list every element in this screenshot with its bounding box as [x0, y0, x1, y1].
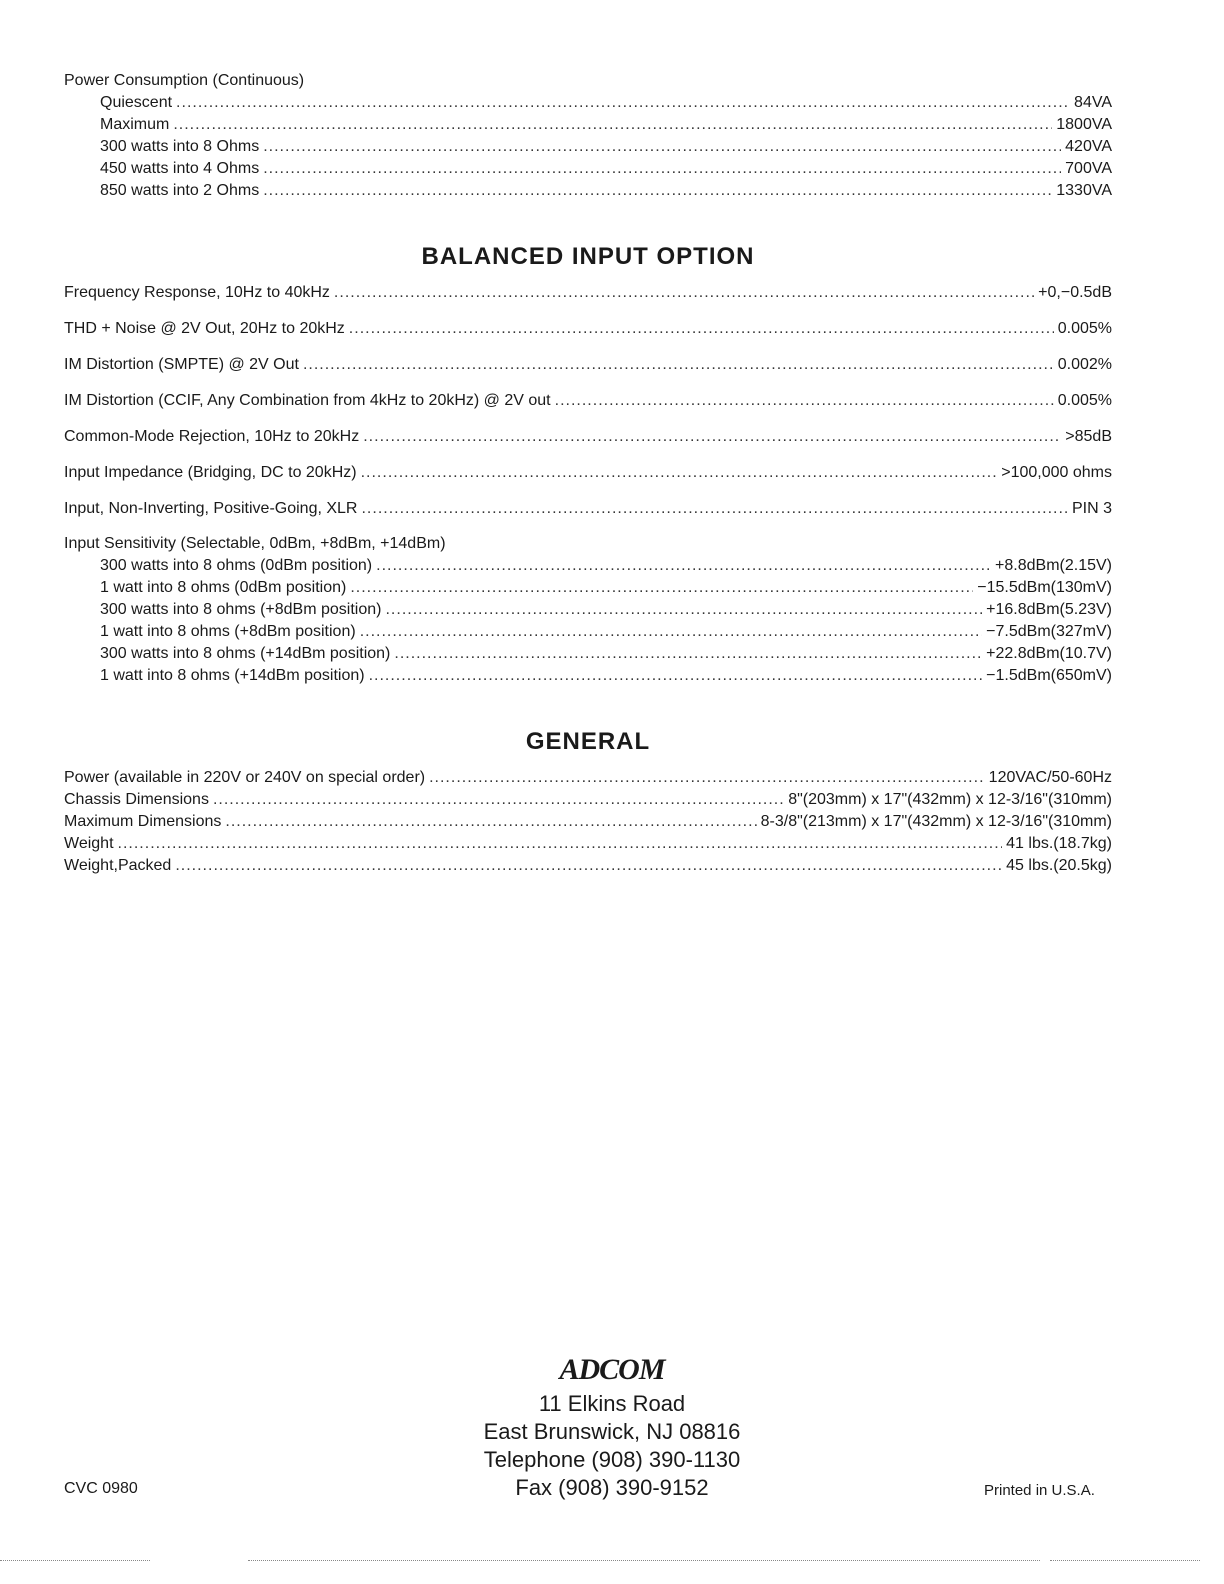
adcom-logo: ADCOM [559, 1353, 665, 1386]
spec-label: IM Distortion (CCIF, Any Combination from 4kHz to 20kHz) @ 2V out [64, 392, 551, 409]
address-line-1: 11 Elkins Road [538, 1391, 686, 1416]
general-title: GENERAL [525, 728, 651, 755]
spec-row [64, 811, 1112, 833]
company-footer [0, 1350, 1224, 1502]
spec-row [64, 426, 1112, 448]
spec-value: PIN 3 [1071, 500, 1112, 517]
leader-dots [369, 665, 983, 687]
spec-value: 45 lbs.(20.5kg) [1006, 857, 1112, 874]
leader-dots [385, 599, 982, 621]
spec-row [64, 498, 1112, 520]
leader-dots [429, 767, 985, 789]
leader-dots [394, 643, 982, 665]
spec-value: >100,000 ohms [1001, 464, 1112, 481]
spec-label: 1 watt into 8 ohms (+14dBm position) [100, 667, 365, 684]
spec-value: +22.8dBm(10.7V) [986, 645, 1112, 662]
scan-artifact-line [0, 1560, 150, 1561]
leader-dots [173, 114, 1052, 136]
spec-row [64, 555, 1112, 577]
spec-label: Input Impedance (Bridging, DC to 20kHz) [64, 464, 357, 481]
spec-row [64, 767, 1112, 789]
leader-dots [334, 282, 1034, 304]
spec-label: 450 watts into 4 Ohms [100, 160, 260, 177]
spec-row [64, 665, 1112, 687]
scan-artifact-line [1050, 1560, 1200, 1561]
spec-row [64, 577, 1112, 599]
spec-value: −1.5dBm(650mV) [986, 667, 1112, 684]
spec-label: 850 watts into 2 Ohms [100, 182, 260, 199]
spec-row [64, 789, 1112, 811]
leader-dots [350, 577, 973, 599]
spec-label: 300 watts into 8 ohms (+8dBm position) [100, 601, 382, 618]
spec-value: 41 lbs.(18.7kg) [1006, 835, 1112, 852]
spec-value: 0.005% [1057, 392, 1112, 409]
spec-value: 84VA [1074, 94, 1112, 111]
document-code: CVC 0980 [64, 1480, 138, 1497]
leader-dots [213, 789, 784, 811]
spec-label: 300 watts into 8 Ohms [100, 138, 260, 155]
spec-label: Chassis Dimensions [64, 791, 209, 808]
spec-row [64, 354, 1112, 376]
spec-label: Quiescent [100, 94, 173, 111]
spec-label: Weight,Packed [64, 857, 172, 874]
spec-value: 1800VA [1056, 116, 1112, 133]
spec-label: Maximum [100, 116, 170, 133]
spec-row [64, 390, 1112, 412]
spec-label: 1 watt into 8 ohms (0dBm position) [100, 579, 347, 596]
spec-value: 420VA [1065, 138, 1112, 155]
spec-value: 0.005% [1057, 320, 1112, 337]
spec-value: 1330VA [1056, 182, 1112, 199]
spec-row [64, 180, 1112, 202]
spec-row [64, 599, 1112, 621]
leader-dots [263, 136, 1061, 158]
spec-sheet [64, 70, 1112, 877]
spec-label: 1 watt into 8 ohms (+8dBm position) [100, 623, 356, 640]
leader-dots [176, 92, 1070, 114]
spec-label: Input, Non-Inverting, Positive-Going, XLR [64, 500, 358, 517]
spec-value: 120VAC/50-60Hz [988, 769, 1112, 786]
spec-row [64, 621, 1112, 643]
spec-label: Power (available in 220V or 240V on special order) [64, 769, 426, 786]
leader-dots [555, 390, 1054, 412]
leader-dots [363, 426, 1061, 448]
spec-row [64, 114, 1112, 136]
spec-row [64, 318, 1112, 340]
spec-value: 700VA [1065, 160, 1112, 177]
spec-value: −7.5dBm(327mV) [986, 623, 1112, 640]
spec-label: Common-Mode Rejection, 10Hz to 20kHz [64, 428, 360, 445]
leader-dots [361, 462, 998, 484]
leader-dots [349, 318, 1054, 340]
spec-row [64, 158, 1112, 180]
spec-row [64, 643, 1112, 665]
address-line-2: East Brunswick, NJ 08816 [483, 1419, 741, 1444]
leader-dots [118, 833, 1003, 855]
spec-label: Frequency Response, 10Hz to 40kHz [64, 284, 330, 301]
leader-dots [376, 555, 991, 577]
spec-row [64, 833, 1112, 855]
spec-label: Weight [64, 835, 114, 852]
spec-row [64, 92, 1112, 114]
leader-dots [360, 621, 982, 643]
spec-row [64, 855, 1112, 877]
spec-value: −15.5dBm(130mV) [977, 579, 1112, 596]
spec-row [64, 136, 1112, 158]
spec-label: THD + Noise @ 2V Out, 20Hz to 20kHz [64, 320, 345, 337]
spec-value: +8.8dBm(2.15V) [995, 557, 1112, 574]
fax: Fax (908) 390-9152 [515, 1475, 709, 1500]
leader-dots [225, 811, 756, 833]
leader-dots [303, 354, 1054, 376]
spec-row [64, 462, 1112, 484]
spec-label: 300 watts into 8 ohms (0dBm position) [100, 557, 373, 574]
leader-dots [175, 855, 1002, 877]
spec-value: 0.002% [1057, 356, 1112, 373]
spec-label: IM Distortion (SMPTE) @ 2V Out [64, 356, 299, 373]
spec-row [64, 282, 1112, 304]
spec-label: 300 watts into 8 ohms (+14dBm position) [100, 645, 391, 662]
printed-in: Printed in U.S.A. [984, 1482, 1095, 1499]
spec-label: Maximum Dimensions [64, 813, 222, 830]
leader-dots [263, 158, 1061, 180]
leader-dots [361, 498, 1068, 520]
power-consumption-heading: Power Consumption (Continuous) [64, 72, 305, 89]
spec-value: +0,−0.5dB [1038, 284, 1112, 301]
input-sensitivity-heading: Input Sensitivity (Selectable, 0dBm, +8dBm, +14dBm) [64, 535, 446, 552]
telephone: Telephone (908) 390-1130 [483, 1447, 741, 1472]
spec-value: >85dB [1065, 428, 1112, 445]
leader-dots [263, 180, 1052, 202]
balanced-input-title: BALANCED INPUT OPTION [421, 243, 755, 270]
spec-value: 8-3/8"(213mm) x 17"(432mm) x 12-3/16"(310mm) [760, 813, 1112, 830]
spec-value: +16.8dBm(5.23V) [986, 601, 1112, 618]
scan-artifact-line [248, 1560, 1040, 1561]
spec-value: 8"(203mm) x 17"(432mm) x 12-3/16"(310mm) [788, 791, 1112, 808]
